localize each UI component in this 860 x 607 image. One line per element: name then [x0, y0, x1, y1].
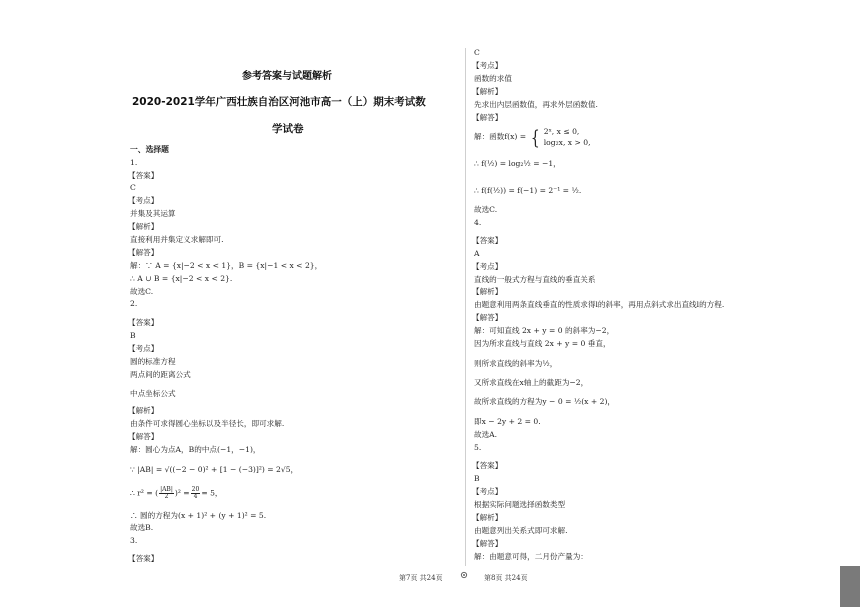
q4-solution-line6: 即x − 2y + 2 = 0. [474, 417, 541, 426]
q2-r2-prefix: ∴ r² = ( [130, 488, 159, 498]
left-page-number: 第7页 共24页 [399, 574, 443, 582]
q2-fraction-ab-den: 2 [164, 493, 169, 500]
section-heading: 一、选择题 [130, 145, 169, 154]
q3-solution-line2: ∴ f(½) = log₂½ = −1， [474, 159, 561, 168]
q1-conclusion: 故选C. [130, 287, 154, 296]
q1-jiexi-label: 【解析】 [128, 222, 159, 231]
q3-answer: C [474, 48, 480, 57]
q4-jieda-label: 【解答】 [472, 313, 503, 322]
q2-fraction-20-4-num: 20 [191, 486, 200, 493]
q4-kaodian: 直线的一般式方程与直线的垂直关系 [474, 275, 596, 284]
q4-answer: A [474, 249, 480, 258]
q3-jiexi: 先求出内层函数值，再求外层函数值. [474, 100, 598, 109]
q4-jiexi-label: 【解析】 [472, 287, 503, 296]
q4-solution-line1: 解：可知直线 2x + y = 0 的斜率为−2， [474, 326, 615, 335]
q1-jiexi: 直接利用并集定义求解即可. [130, 235, 224, 244]
q5-jieda-label: 【解答】 [472, 539, 503, 548]
q4-kaodian-label: 【考点】 [472, 262, 503, 271]
q3-case1: 2ˣ, x ≤ 0, [543, 127, 580, 136]
q3-piecewise [474, 126, 590, 148]
q2-kaodian-label: 【考点】 [128, 344, 159, 353]
q2-fraction-ab-num: |AB| [160, 486, 173, 493]
q5-answer-label: 【答案】 [472, 461, 503, 470]
q2-solution-line2: ∵ |AB| = √((−2 − 0)² + [1 − (−3)]²) = 2√5， [130, 465, 299, 474]
exam-title-line1: 2020-2021学年广西壮族自治区河池市高一（上）期末考试数 [132, 96, 426, 108]
q1-answer: C [130, 183, 136, 192]
q1-kaodian: 并集及其运算 [130, 209, 176, 218]
q3-case2: log₂x, x > 0, [543, 138, 591, 147]
q5-jiexi: 由题意列出关系式即可求解. [474, 526, 568, 535]
answer-analysis-title: 参考答案与试题解析 [242, 71, 332, 82]
q4-solution-line3: 则所求直线的斜率为½， [474, 359, 558, 368]
q3-piecewise-prefix: 解：函数f(x) = [474, 132, 527, 141]
column-divider [465, 48, 466, 566]
circle-icon [460, 571, 468, 579]
q3-solution-line3: ∴ f(f(½)) = f(−1) = 2⁻¹ = ½. [474, 186, 582, 195]
q2-r2-mid: )² = [174, 488, 190, 498]
q4-solution-line2: 因为所求直线与直线 2x + y = 0 垂直， [474, 339, 611, 348]
q4-solution-line5: 故所求直线的方程为y − 0 = ½(x + 2)， [474, 397, 616, 406]
q2-answer: B [130, 331, 136, 340]
q2-solution-line4: ∴ 圆的方程为(x + 1)² + (y + 1)² = 5. [130, 511, 267, 520]
q3-kaodian: 函数的求值 [474, 74, 512, 83]
q5-kaodian-label: 【考点】 [472, 487, 503, 496]
q3-conclusion: 故选C. [474, 205, 498, 214]
left-brace-icon: { [530, 125, 540, 149]
corner-block [840, 566, 860, 607]
q5-jiexi-label: 【解析】 [472, 513, 503, 522]
q4-conclusion: 故选A. [474, 430, 498, 439]
q5-answer: B [474, 474, 480, 483]
q2-kaodian-2: 两点间的距离公式 [130, 370, 191, 379]
q4-solution-line4: 又所求直线在x轴上的截距为−2， [474, 378, 589, 387]
q5-solution-line1: 解：由题意可得，二月份产量为： [474, 552, 588, 561]
q1-kaodian-label: 【考点】 [128, 196, 159, 205]
right-page-number: 第8页 共24页 [484, 574, 528, 582]
q2-kaodian-3: 中点坐标公式 [130, 389, 176, 398]
q2-jiexi: 由条件可求得圆心坐标以及半径长，即可求解. [130, 419, 285, 428]
q2-r2-post: = 5， [201, 488, 223, 498]
q1-jieda-label: 【解答】 [128, 248, 159, 257]
q2-kaodian-1: 圆的标准方程 [130, 357, 176, 366]
q2-solution-line3 [130, 487, 223, 500]
q2-solution-line1: 解：圆心为点A，B的中点(−1，−1)， [130, 445, 261, 454]
q5-kaodian: 根据实际问题选择函数类型 [474, 500, 566, 509]
q3-cases [544, 126, 591, 148]
q1-answer-label: 【答案】 [128, 171, 159, 180]
q4-number: 4. [474, 218, 482, 227]
q3-jieda-label: 【解答】 [472, 113, 503, 122]
q4-jiexi: 由题意利用两条直线垂直的性质求得l的斜率，再用点斜式求出直线l的方程. [474, 300, 725, 309]
q2-conclusion: 故选B. [130, 523, 154, 532]
q5-number: 5. [474, 443, 482, 452]
q2-jieda-label: 【解答】 [128, 432, 159, 441]
q1-solution-line1: 解：∵ A = {x|−2 < x < 1}，B = {x|−1 < x < 2}， [130, 261, 323, 270]
q2-jiexi-label: 【解析】 [128, 406, 159, 415]
q1-number: 1. [130, 158, 138, 167]
q2-answer-label: 【答案】 [128, 318, 159, 327]
q2-fraction-ab [159, 487, 174, 500]
q3-kaodian-label: 【考点】 [472, 61, 503, 70]
exam-title-line2: 学试卷 [272, 123, 304, 135]
q3-number: 3. [130, 536, 138, 545]
q2-fraction-20-4-den: 4 [193, 493, 198, 500]
q4-answer-label: 【答案】 [472, 236, 503, 245]
q3-jiexi-label: 【解析】 [472, 87, 503, 96]
q1-solution-line2: ∴ A ∪ B = {x|−2 < x < 2}. [130, 274, 233, 283]
q2-fraction-20-4 [191, 487, 201, 500]
q3-answer-label: 【答案】 [128, 554, 159, 563]
q2-number: 2. [130, 299, 138, 308]
